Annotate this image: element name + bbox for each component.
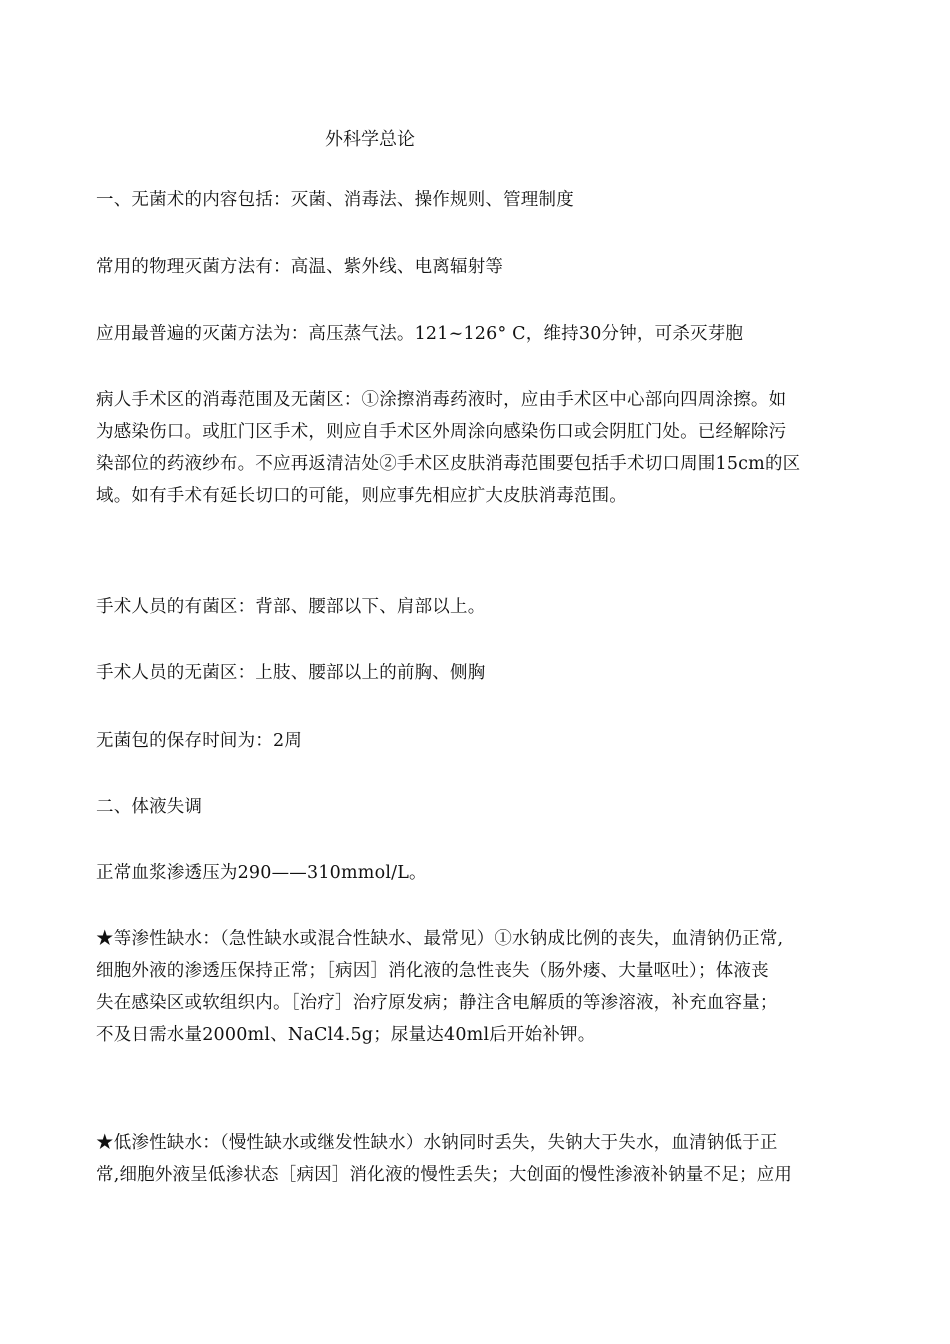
text-line: 染部位的药液纱布。不应再返清洁处②手术区皮肤消毒范围要包括手术切口周围15cm的区: [96, 454, 801, 474]
paragraph-disinfection-range: [96, 384, 858, 512]
paragraph-sterilization-method: [96, 318, 858, 350]
document-title: 外科学总论: [325, 129, 415, 150]
paragraph-storage-time: [96, 725, 858, 757]
text-line: 无菌包的保存时间为：2周: [96, 731, 303, 751]
text-line: 域。如有手术有延长切口的可能，则应事先相应扩大皮肤消毒范围。: [96, 486, 627, 506]
paragraph-sterile-zone: [96, 657, 858, 689]
text-line: 失在感染区或软组织内。［治疗］治疗原发病；静注含电解质的等渗溶液，补充血容量；: [96, 993, 778, 1013]
paragraph-contaminated-zone: [96, 591, 858, 623]
paragraph-physical-sterilization: [96, 251, 858, 283]
text-line: 一、无菌术的内容包括：灭菌、消毒法、操作规则、管理制度: [96, 190, 574, 210]
text-line: 手术人员的无菌区：上肢、腰部以上的前胸、侧胸: [96, 663, 486, 683]
paragraph-isotonic-dehydration: [96, 923, 858, 1051]
text-line: 细胞外液的渗透压保持正常；［病因］消化液的急性丧失（肠外瘘、大量呕吐）；体液丧: [96, 961, 769, 981]
paragraph-aseptic-technique: [96, 184, 858, 216]
text-line: 正常血浆渗透压为290——310mmol/L。: [96, 863, 427, 883]
text-line: ★等渗性缺水：（急性缺水或混合性缺水、最常见）①水钠成比例的丧失，血清钠仍正常,: [96, 929, 784, 949]
text-line: 手术人员的有菌区：背部、腰部以下、肩部以上。: [96, 597, 486, 617]
paragraph-plasma-osmolality: [96, 857, 858, 889]
section-heading-fluid-imbalance: [96, 791, 858, 823]
text-line: 常,细胞外液呈低渗状态［病因］消化液的慢性丢失；大创面的慢性渗液补钠量不足；应用: [96, 1165, 793, 1185]
text-line: 二、体液失调: [96, 797, 203, 817]
text-line: 不及日需水量2000ml、NaCl4.5g；尿量达40ml后开始补钾。: [96, 1025, 596, 1045]
text-line: 常用的物理灭菌方法有：高温、紫外线、电离辐射等: [96, 257, 504, 277]
text-line: 为感染伤口。或肛门区手术，则应自手术区外周涂向感染伤口或会阴肛门处。已经解除污: [96, 422, 787, 442]
text-line: 应用最普遍的灭菌方法为：高压蒸气法。121~126° C，维持30分钟，可杀灭芽胞: [96, 324, 744, 344]
text-line: 病人手术区的消毒范围及无菌区：①涂擦消毒药液时，应由手术区中心部向四周涂擦。如: [96, 390, 787, 410]
paragraph-hypotonic-dehydration: [96, 1127, 858, 1191]
text-line: ★低渗性缺水：（慢性缺水或继发性缺水）水钠同时丢失，失钠大于失水，血清钠低于正: [96, 1133, 778, 1153]
